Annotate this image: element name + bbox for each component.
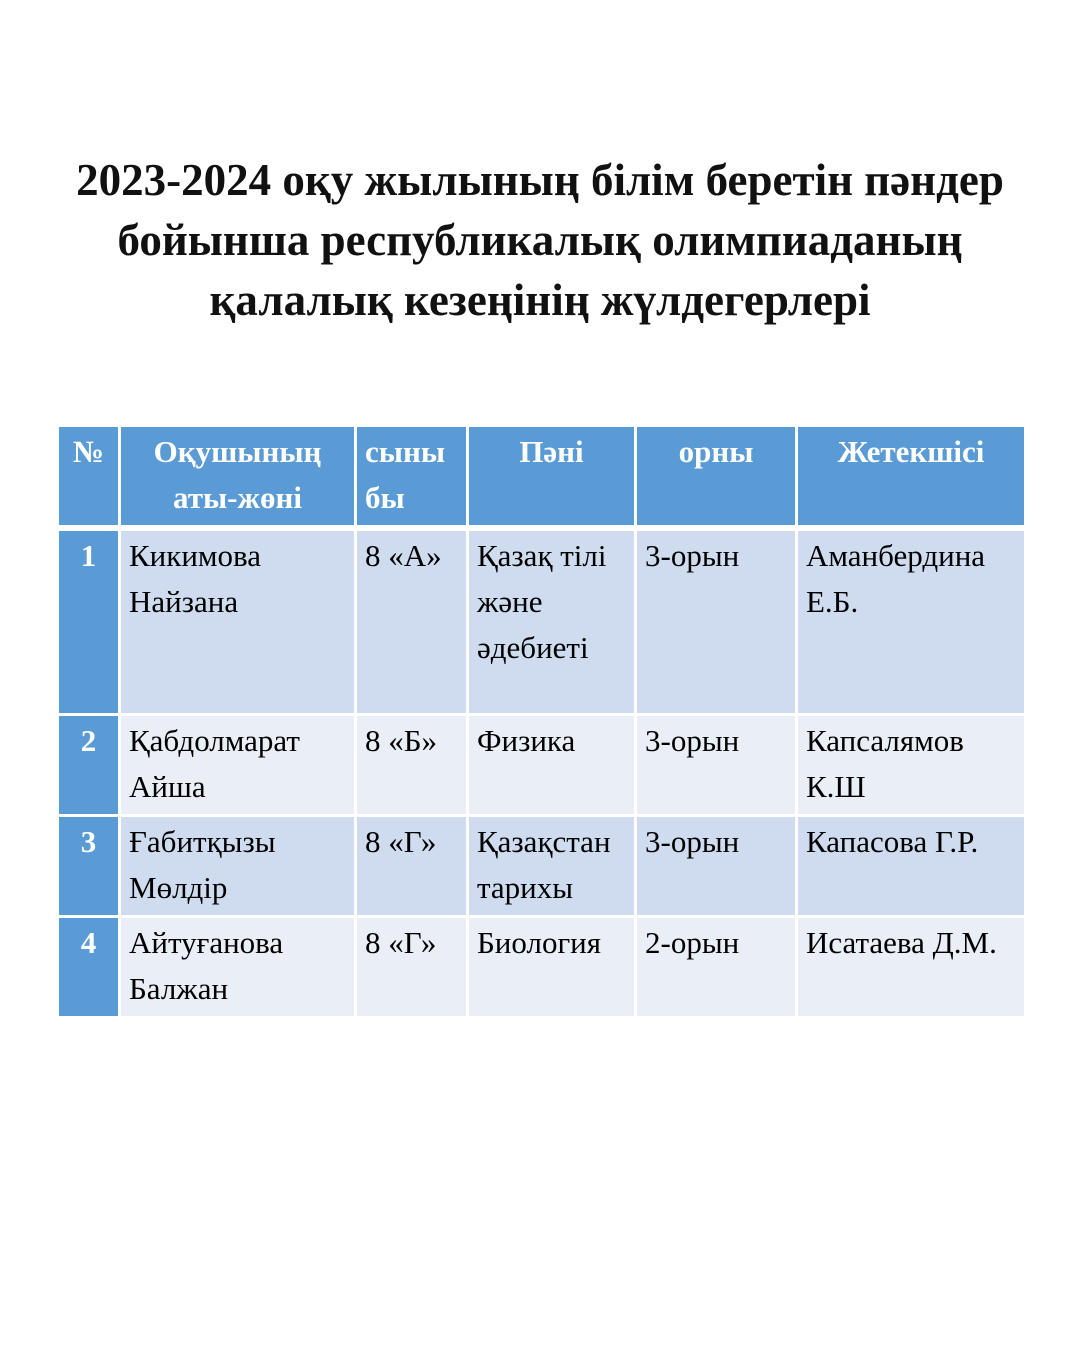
- header-teacher: Жетекшісі: [797, 426, 1026, 529]
- student-name: Кикимова Найзана: [120, 528, 356, 715]
- title-line-2: бойынша республикалық олимпиаданың: [117, 215, 963, 265]
- header-place: орны: [636, 426, 797, 529]
- title-line-3: қалалық кезеңінің жүлдегерлері: [209, 275, 871, 325]
- table-row: [58, 715, 1026, 816]
- subject: Физика: [468, 715, 636, 816]
- table-header-row: [58, 426, 1026, 529]
- teacher: Аманбердина Е.Б.: [797, 528, 1026, 715]
- teacher: Капасова Г.Р.: [797, 816, 1026, 917]
- student-class: 8 «Г»: [356, 816, 468, 917]
- student-class: 8 «А»: [356, 528, 468, 715]
- header-num: №: [58, 426, 120, 529]
- row-number: 2: [58, 715, 120, 816]
- header-subject: Пәні: [468, 426, 636, 529]
- subject: Биология: [468, 917, 636, 1018]
- row-number: 4: [58, 917, 120, 1018]
- subject: Қазақ тілі және әдебиеті: [468, 528, 636, 715]
- header-name: Оқушының аты-жөні: [120, 426, 356, 529]
- place: 3-орын: [636, 528, 797, 715]
- row-number: 1: [58, 528, 120, 715]
- student-name: Айтуғанова Балжан: [120, 917, 356, 1018]
- student-name: Ғабитқызы Мөлдір: [120, 816, 356, 917]
- winners-table: [56, 424, 1027, 1019]
- student-class: 8 «Г»: [356, 917, 468, 1018]
- table-row: [58, 528, 1026, 715]
- place: 3-орын: [636, 715, 797, 816]
- title-line-1: 2023-2024 оқу жылының білім беретін пәндер: [76, 155, 1004, 205]
- teacher: Капсалямов К.Ш: [797, 715, 1026, 816]
- place: 2-орын: [636, 917, 797, 1018]
- student-name: Қабдолмарат Айша: [120, 715, 356, 816]
- teacher: Исатаева Д.М.: [797, 917, 1026, 1018]
- subject: Қазақстан тарихы: [468, 816, 636, 917]
- place: 3-орын: [636, 816, 797, 917]
- table-row: [58, 816, 1026, 917]
- student-class: 8 «Б»: [356, 715, 468, 816]
- row-number: 3: [58, 816, 120, 917]
- header-class: сыныбы: [356, 426, 468, 529]
- table-row: [58, 917, 1026, 1018]
- page-title: [0, 150, 1080, 330]
